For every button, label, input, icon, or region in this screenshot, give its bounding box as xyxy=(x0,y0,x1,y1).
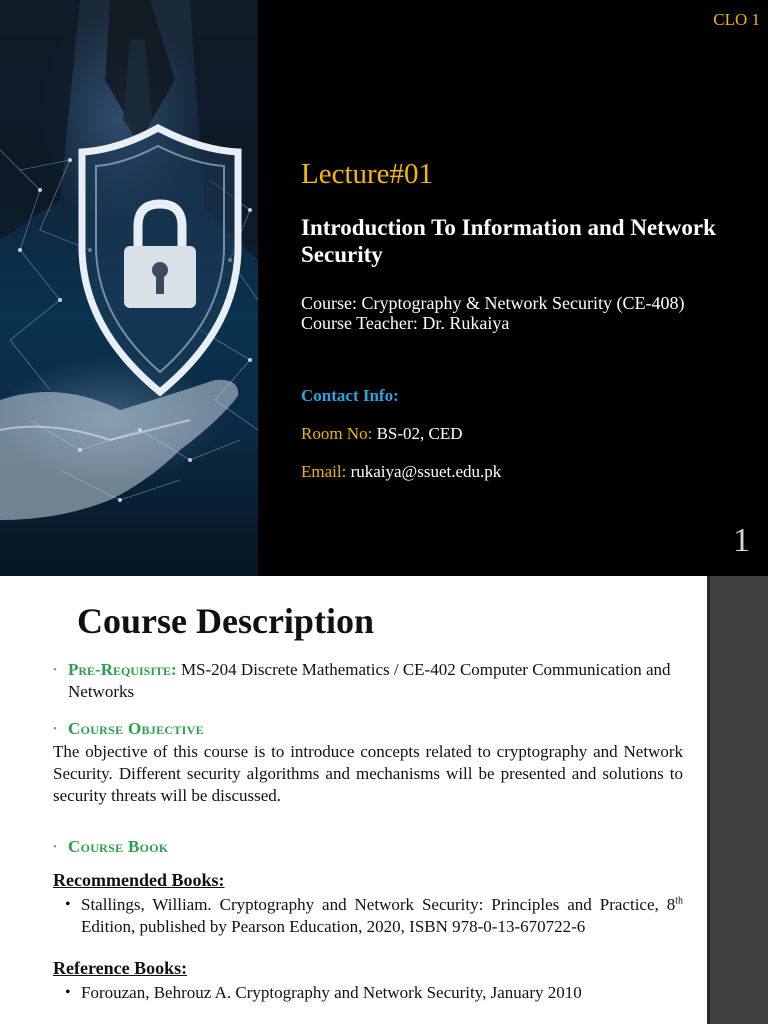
objective-label: Course Objective xyxy=(68,719,204,738)
bullet-icon: • xyxy=(53,841,57,853)
prerequisite-text: MS-204 Discrete Mathematics / CE-402 Computer Communication and Networks xyxy=(68,660,671,701)
slide-title: Course Description xyxy=(77,601,374,641)
email-label: Email: xyxy=(301,462,347,481)
lecture-number: Lecture#01 xyxy=(301,158,434,190)
recommended-book-part1: Stallings, William. Cryptography and Network Security: Principles and Practice, 8 xyxy=(81,895,676,914)
recommended-heading: Recommended Books: xyxy=(53,870,225,890)
side-strip-edge xyxy=(707,576,710,1024)
slide-number: 1 xyxy=(733,522,750,559)
lecture-title: Introduction To Information and Network Security xyxy=(301,215,716,267)
reference-book-text: Forouzan, Behrouz A. Cryptography and Network Security, January 2010 xyxy=(81,983,582,1002)
email-info xyxy=(301,462,501,482)
reference-heading: Reference Books: xyxy=(53,958,188,978)
recommended-book-sup: th xyxy=(675,895,683,907)
objective-item xyxy=(53,718,683,740)
prerequisite-label: Pre-Requisite: xyxy=(68,660,177,679)
prerequisite-item xyxy=(53,659,683,703)
objective-text: The objective of this course is to introduce concepts related to cryptography and Network Security. Different security algorithms and mechanisms will be presented and solutions to security threats will be discussed. xyxy=(53,742,683,805)
bullet-icon: • xyxy=(53,723,57,735)
description-content xyxy=(53,656,683,1004)
course-description-slide xyxy=(0,576,768,1024)
bullet-icon: • xyxy=(65,984,71,1001)
clo-label: CLO 1 xyxy=(713,10,760,29)
bullet-icon: • xyxy=(53,664,57,676)
side-strip xyxy=(707,576,768,1024)
bullet-icon: • xyxy=(65,896,71,913)
email-value[interactable]: rukaiya@ssuet.edu.pk xyxy=(346,462,502,481)
course-teacher: Course Teacher: Dr. Rukaiya xyxy=(301,313,510,333)
course-info xyxy=(301,293,761,333)
recommended-book xyxy=(53,894,683,938)
room-info xyxy=(301,424,463,444)
security-photo xyxy=(0,0,258,576)
course-name: Course: Cryptography & Network Security (CE-408) xyxy=(301,293,685,313)
room-value: BS-02, CED xyxy=(372,424,463,443)
room-label: Room No: xyxy=(301,424,373,443)
course-book-label: Course Book xyxy=(68,837,169,856)
shield-lock-icon xyxy=(0,0,258,576)
reference-book xyxy=(53,982,683,1004)
recommended-book-part2: Edition, published by Pearson Education, 2020, ISBN 978-0-13-670722-6 xyxy=(81,917,586,936)
course-book-item xyxy=(53,836,683,858)
contact-heading: Contact Info: xyxy=(301,386,399,405)
